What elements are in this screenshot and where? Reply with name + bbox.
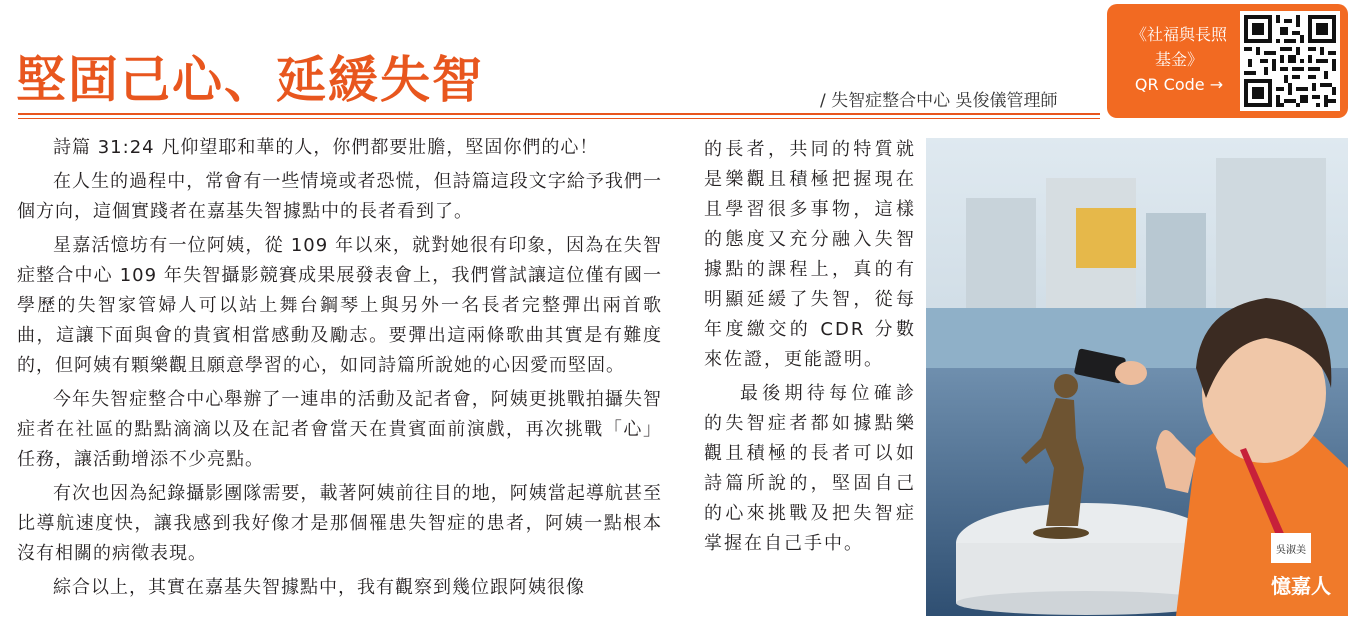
header-rule — [18, 113, 1100, 115]
header-rule-thin — [18, 118, 1100, 119]
article-photo — [926, 138, 1348, 616]
qr-caption-line2: 基金》 — [1154, 50, 1203, 69]
body-paragraph-4: 今年失智症整合中心舉辦了一連串的活動及記者會，阿姨更挑戰拍攝失智症者在社區的點點滴滴以及在記者會當天在貴賓面前演戲，再次挑戰「心」任務，讓活動增添不少亮點。 — [17, 389, 662, 470]
body-paragraph-continued: 的長者，共同的特質就是樂觀且積極把握現在且學習很多事物，這樣的態度又充分融入失智據點的課程上，真的有明顯延緩了失智，從每年度繳交的 CDR 分數來佐證，更能證明。 — [704, 139, 916, 370]
article-body-middle-column — [704, 135, 916, 563]
body-paragraph-closing: 最後期待每位確診的失智症者都如據點樂觀且積極的長者可以如詩篇所說的，堅固自己的心來挑戰及把失智症掌握在自己手中。 — [704, 383, 916, 554]
body-paragraph-3: 星嘉活憶坊有一位阿姨，從 109 年以來，就對她很有印象，因為在失智症整合中心 109 年失智攝影競賽成果展發表會上，我們嘗試讓這位僅有國一學歷的失智家管婦人可以站上舞台鋼琴上與另外一名長者完整彈出兩首歌曲，這讓下面與會的貴賓相當感動及勵志。要彈出這兩條歌曲其實是有難度的，但阿姨有顆樂觀且願意學習的心，如同詩篇所說她的心因愛而堅固。 — [17, 235, 662, 376]
qr-panel[interactable] — [1107, 4, 1348, 118]
article-title: 堅固己心、延緩失智 — [16, 51, 484, 109]
qr-caption-line1: 《社福與長照 — [1130, 25, 1227, 44]
body-paragraph-2: 在人生的過程中，常會有一些情境或者恐慌，但詩篇這段文字給予我們一個方向，這個實踐者在嘉基失智據點中的長者看到了。 — [17, 171, 662, 222]
byline: / 失智症整合中心 吳俊儀管理師 — [820, 91, 1058, 111]
body-paragraph-1: 詩篇 31:24 凡仰望耶和華的人，你們都要壯膽，堅固你們的心！ — [53, 137, 599, 158]
qr-caption — [1117, 22, 1241, 97]
article-body-left-column — [17, 133, 662, 607]
body-paragraph-6: 綜合以上，其實在嘉基失智據點中，我有觀察到幾位跟阿姨很像 — [53, 577, 585, 598]
body-paragraph-5: 有次也因為紀錄攝影團隊需要，載著阿姨前往目的地，阿姨當起導航甚至比導航速度快，讓我感到我好像才是那個罹患失智症的患者，阿姨一點根本沒有相關的病徵表現。 — [17, 483, 662, 564]
shirt-text: 憶嘉人 — [1271, 574, 1331, 598]
name-tag-text: 吳淑美 — [1276, 545, 1306, 556]
qr-code-icon[interactable] — [1240, 11, 1340, 111]
qr-caption-line3: QR Code → — [1134, 75, 1224, 94]
